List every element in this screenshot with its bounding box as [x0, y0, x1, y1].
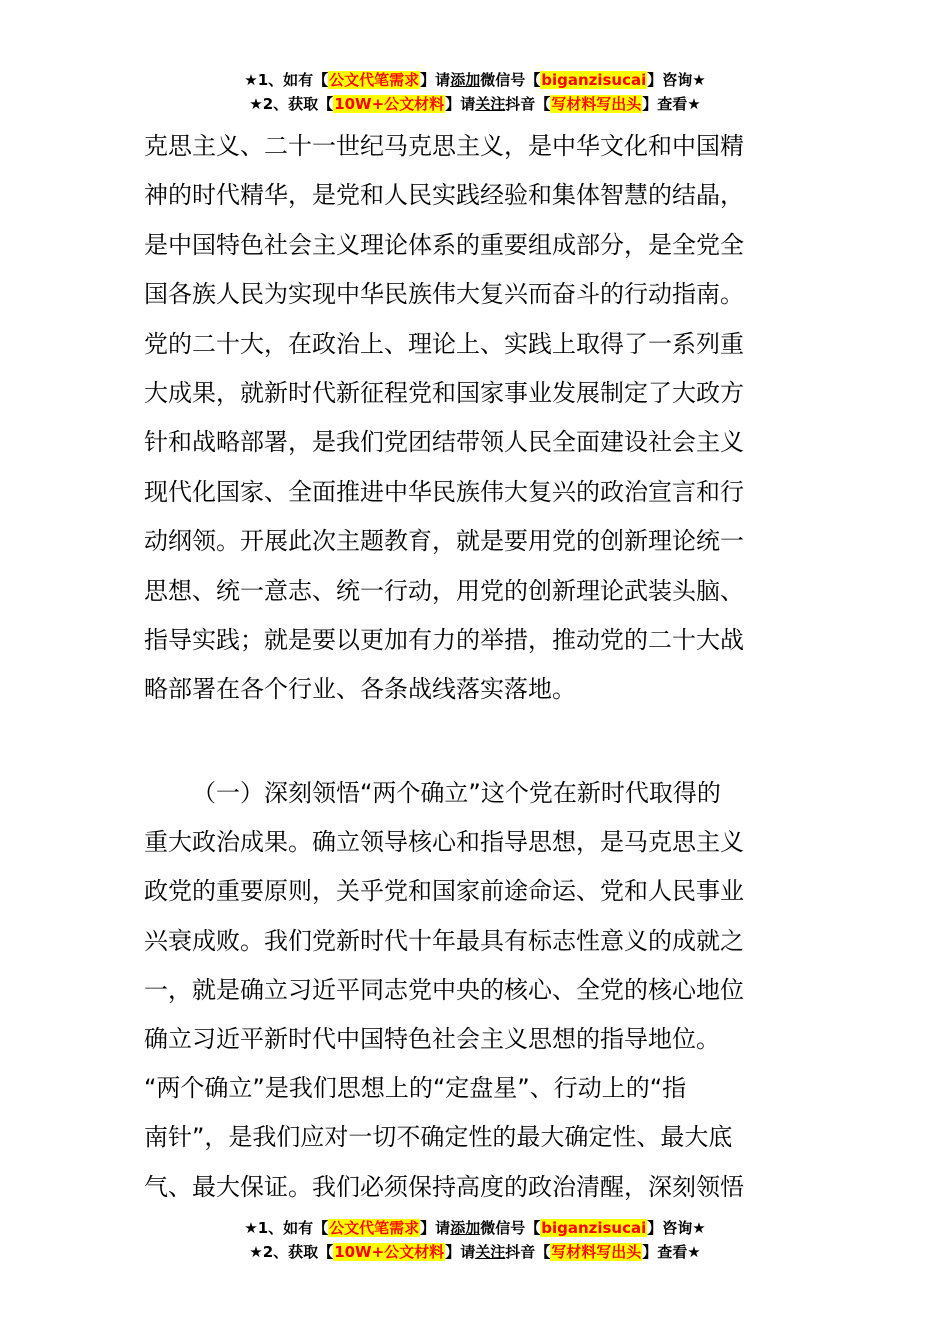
- footer-banner: [0, 1216, 950, 1264]
- text-line-heading: （一）深刻领悟“两个确立”这个党在新时代取得的: [192, 779, 721, 807]
- text-line: 重大政治成果。确立领导核心和指导思想，是马克思主义: [144, 828, 744, 857]
- banner-line-2: ★2、获取【10W+公文材料】请关注抖音【写材料写出头】查看★: [249, 1243, 701, 1261]
- banner-line-1: ★1、如有【公文代笔需求】请添加微信号【biganzisucai】咨询★: [244, 1219, 706, 1237]
- body-paragraph-1: [144, 122, 806, 715]
- highlight-writing-service: 公文代笔需求: [329, 71, 420, 89]
- text-line: 克思主义、二十一世纪马克思主义，是中华文化和中国精: [144, 132, 744, 160]
- text-line: “两个确立”是我们思想上的“定盘星”、行动上的“指: [144, 1074, 687, 1103]
- text-line: 气、最大保证。我们必须保持高度的政治清醒，深刻领悟: [144, 1172, 744, 1201]
- text-line: 针和战略部署，是我们党团结带领人民全面建设社会主义: [144, 428, 744, 457]
- header-banner: [0, 68, 950, 116]
- text-line: 现代化国家、全面推进中华民族伟大复兴的政治宣言和行: [144, 477, 744, 506]
- text-line: 确立习近平新时代中国特色社会主义思想的指导地位。: [144, 1024, 720, 1053]
- text-line: 南针”，是我们应对一切不确定性的最大确定性、最大底: [144, 1123, 733, 1152]
- text-line: 是中国特色社会主义理论体系的重要组成部分，是全党全: [144, 230, 744, 259]
- text-line: 指导实践；就是要以更加有力的举措，推动党的二十大战: [144, 625, 744, 654]
- text-line: 党的二十大，在政治上、理论上、实践上取得了一系列重: [144, 329, 744, 358]
- text-line: 神的时代精华，是党和人民实践经验和集体智慧的结晶，: [144, 181, 744, 210]
- text-line: 略部署在各个行业、各条战线落实落地。: [144, 675, 576, 704]
- highlight-wechat-id: biganzisucai: [541, 71, 647, 89]
- body-paragraph-2: [144, 769, 806, 1212]
- highlight-materials: 10W+公文材料: [334, 1243, 445, 1261]
- banner-line-2: ★2、获取【10W+公文材料】请关注抖音【写材料写出头】查看★: [249, 95, 701, 113]
- highlight-writing-service: 公文代笔需求: [329, 1219, 420, 1237]
- text-line: 思想、统一意志、统一行动，用党的创新理论武装头脑、: [144, 576, 744, 605]
- text-line: 动纲领。开展此次主题教育，就是要用党的创新理论统一: [144, 527, 744, 556]
- text-line: 大成果，就新时代新征程党和国家事业发展制定了大政方: [144, 378, 744, 407]
- text-line: 兴衰成败。我们党新时代十年最具有标志性意义的成就之: [144, 926, 744, 955]
- text-line: 国各族人民为实现中华民族伟大复兴而奋斗的行动指南。: [144, 280, 744, 309]
- highlight-douyin-account: 写材料写出头: [551, 95, 642, 113]
- highlight-wechat-id: biganzisucai: [541, 1219, 647, 1237]
- banner-line-1: ★1、如有【公文代笔需求】请添加微信号【biganzisucai】咨询★: [244, 71, 706, 89]
- text-line: 一，就是确立习近平同志党中央的核心、全党的核心地位: [144, 975, 744, 1004]
- text-line: 政党的重要原则，关乎党和国家前途命运、党和人民事业: [144, 877, 744, 906]
- highlight-materials: 10W+公文材料: [334, 95, 445, 113]
- highlight-douyin-account: 写材料写出头: [551, 1243, 642, 1261]
